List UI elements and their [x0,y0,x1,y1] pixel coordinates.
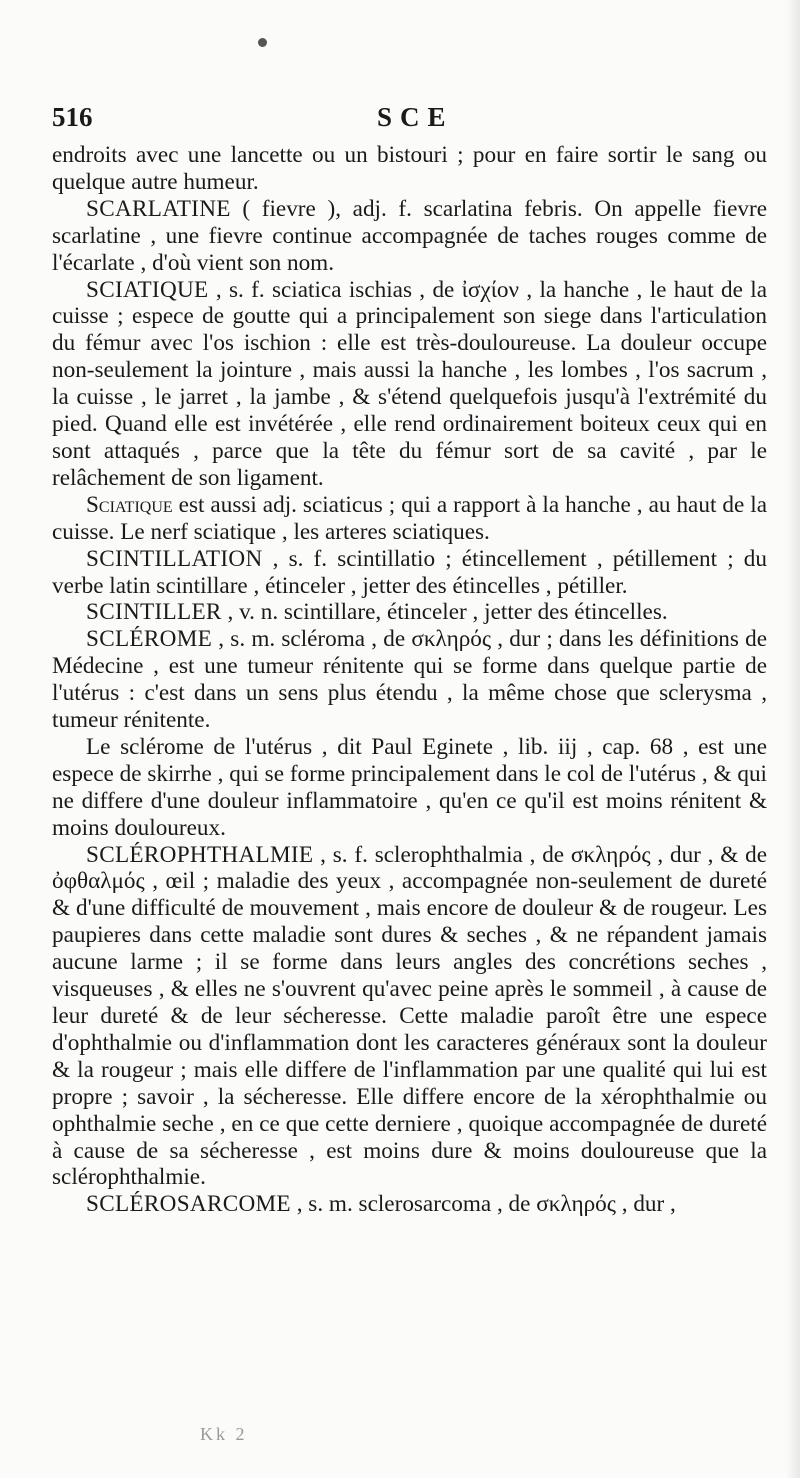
page-gutter-shadow [786,0,800,1478]
entry-scintiller [52,599,767,626]
entry-sciatique [52,277,767,492]
entry-text: , s. m. sclerosarcoma , de σκληρός , dur , [290,1191,676,1218]
entry-text: endroits avec une lancette ou un bistouri ; pour en faire sortir le sang ou quelque autre humeur. [52,142,767,195]
entry-sciatique-adj [52,492,767,546]
entry-headword: SCIATIQUE [86,276,209,303]
page-header [52,102,764,142]
entry-sclerome [52,626,767,734]
entry-text: Le sclérome de l'utérus , dit Paul Eginete , lib. iij , cap. 68 , est une espece de skirrhe , qui se forme principalement dans le col de l'utérus , & qui ne differe d'une douleur inflammatoire , qu'en ce qu'il est moins rénitent & moins douloureux. [52,733,767,841]
entry-text: , v. n. scintillare, étinceler , jetter des étincelles. [221,599,668,626]
entry-headword: SCINTILLER [86,599,222,626]
entry-text: , s. f. sclerophthalmia , de σκληρός , dur , & de ὀφθαλμός , œil ; maladie des yeux , accompagnée non-seulement de dureté & d'une difficulté de mouvement , mais encore de douleur & de rougeur. Les paupieres dans cette maladie sont dures & seches , & ne répandent jamais aucune larme ; il se forme dans leurs angles des concrétions seches , visqueuses , & elles ne s'ouvrent qu'avec peine après le sommeil , à cause de leur dureté & de leur sécheresse. Cette maladie paroît être une espece d'ophthalmie ou d'inflammation dont les caracteres généraux sont la douleur & la rougeur ; mais elle differe de l'inflammation par une qualité qui lui est propre ; savoir , la sécheresse. Elle differe encore de la xérophthalmie ou ophthalmie seche , en ce que cette derniere , quoique accompagnée de dureté à cause de sa sécheresse , est moins dure & moins douloureuse que la sclérophthalmie. [52,841,767,1191]
entry-headword: SCLÉROME [86,626,213,653]
entry-headword: SCARLATINE [86,195,231,222]
entry-text: , s. m. scléroma , de σκληρός , dur ; dans les définitions de Médecine , est une tumeur rénitente qui se forme dans quelque partie de l'utérus : c'est dans un sens plus étendu , la même chose que sclerysma , tumeur rénitente. [52,626,767,734]
entry-scintillation [52,546,767,600]
entry-sclerome-paragraph [52,734,767,842]
page-number: 516 [52,102,93,132]
entry-headword: SCINTILLATION [86,545,263,572]
entry-sclerophthalmie [52,842,767,1192]
dictionary-text [52,142,767,1218]
running-head: SCE [377,102,454,132]
entry-text: , s. f. sciatica ischias , de ἰσχίον , la hanche , le haut de la cuisse ; espece de goutte qui a principalement son siege dans l'articulation du fémur avec l'os ischion : elle est très-douloureuse. La douleur occupe non-seulement la jointure , mais aussi la hanche , les lombes , l'os sacrum , la cuisse , le jarret , la jambe , & s'étend quelquefois jusqu'à l'extrémité du pied. Quand elle est invétérée , elle rend ordinairement boiteux ceux qui en sont attaqués , parce que la tête du fémur sort de sa cavité , par le relâchement de son ligament. [52,276,767,491]
entry-scarlatine [52,196,767,277]
entry-headword: Sciatique [86,491,173,518]
entry-text: , s. f. scintillatio ; étincellement , pétillement ; du verbe latin scintillare , étinceler , jetter des étincelles , pétiller. [52,545,767,599]
signature-mark: Kk 2 [200,1424,248,1444]
entry-continuation [52,142,767,196]
entry-headword: SCLÉROPHTHALMIE [86,841,314,868]
entry-text: ( fievre ), adj. f. scarlatina febris. On appelle fievre scarlatine , une fievre continue accompagnée de taches rouges comme de l'écarlate , d'où vient son nom. [52,195,767,276]
entry-sclerosarcome [52,1191,767,1218]
entry-headword: SCLÉROSARCOME [86,1191,291,1218]
printer-ornament-icon [258,38,267,47]
entry-text: est aussi adj. sciaticus ; qui a rapport à la hanche , au haut de la cuisse. Le nerf sciatique , les arteres sciatiques. [52,491,767,545]
